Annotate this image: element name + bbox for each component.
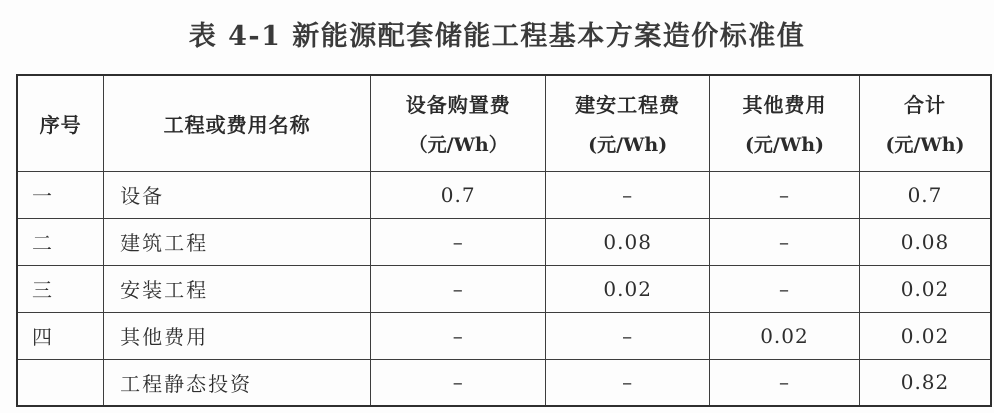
cell-other: – bbox=[709, 171, 859, 218]
cost-table bbox=[16, 74, 992, 407]
cell-item-name: 安装工程 bbox=[104, 265, 371, 312]
header-other-cost bbox=[709, 75, 859, 171]
cell-other: – bbox=[709, 218, 859, 265]
table-row bbox=[17, 312, 991, 359]
cell-equipment: – bbox=[371, 265, 546, 312]
header-label: 工程或费用名称 bbox=[163, 112, 311, 137]
cell-total: 0.82 bbox=[859, 359, 991, 406]
cell-equipment: 0.7 bbox=[371, 171, 546, 218]
cell-serial: 四 bbox=[17, 312, 104, 359]
header-equipment-cost bbox=[371, 75, 546, 171]
cell-equipment: – bbox=[371, 312, 546, 359]
header-total bbox=[859, 75, 991, 171]
header-unit: (元/Wh) bbox=[885, 134, 965, 157]
table-row bbox=[17, 171, 991, 218]
cell-item-name: 其他费用 bbox=[104, 312, 371, 359]
cell-total: 0.02 bbox=[859, 265, 991, 312]
cell-total: 0.7 bbox=[859, 171, 991, 218]
cell-serial: 一 bbox=[17, 171, 104, 218]
cell-construction: – bbox=[546, 171, 710, 218]
cell-other: 0.02 bbox=[709, 312, 859, 359]
header-construction-cost bbox=[546, 75, 710, 171]
cell-total: 0.08 bbox=[859, 218, 991, 265]
table-row bbox=[17, 218, 991, 265]
cell-other: – bbox=[709, 265, 859, 312]
header-item-name bbox=[104, 75, 371, 171]
header-label: 合计 bbox=[903, 93, 946, 118]
cell-construction: – bbox=[546, 312, 710, 359]
table-row bbox=[17, 359, 991, 406]
header-label: 其他费用 bbox=[742, 93, 827, 118]
header-label: 序号 bbox=[39, 112, 82, 137]
header-label: 设备购置费 bbox=[405, 93, 511, 118]
cell-construction: 0.02 bbox=[546, 265, 710, 312]
table-header bbox=[17, 75, 991, 171]
cell-construction: 0.08 bbox=[546, 218, 710, 265]
cell-item-name: 建筑工程 bbox=[104, 218, 371, 265]
table-body bbox=[17, 171, 991, 406]
cell-equipment: – bbox=[371, 218, 546, 265]
header-label: 建安工程费 bbox=[575, 93, 681, 118]
cell-serial bbox=[17, 359, 104, 406]
header-unit: (元/Wh) bbox=[588, 134, 668, 157]
cell-other: – bbox=[709, 359, 859, 406]
cell-item-name: 设备 bbox=[104, 171, 371, 218]
cell-total: 0.02 bbox=[859, 312, 991, 359]
cell-serial: 三 bbox=[17, 265, 104, 312]
table-title: 表 4-1 新能源配套储能工程基本方案造价标准值 bbox=[188, 21, 806, 52]
cell-equipment: – bbox=[371, 359, 546, 406]
header-unit: (元/Wh) bbox=[744, 134, 825, 157]
header-unit: （元/Wh） bbox=[408, 134, 508, 157]
table-row bbox=[17, 265, 991, 312]
cell-serial: 二 bbox=[17, 218, 104, 265]
cell-construction: – bbox=[546, 359, 710, 406]
header-serial-number bbox=[17, 75, 104, 171]
header-row bbox=[17, 75, 991, 171]
cell-item-name: 工程静态投资 bbox=[104, 359, 371, 406]
